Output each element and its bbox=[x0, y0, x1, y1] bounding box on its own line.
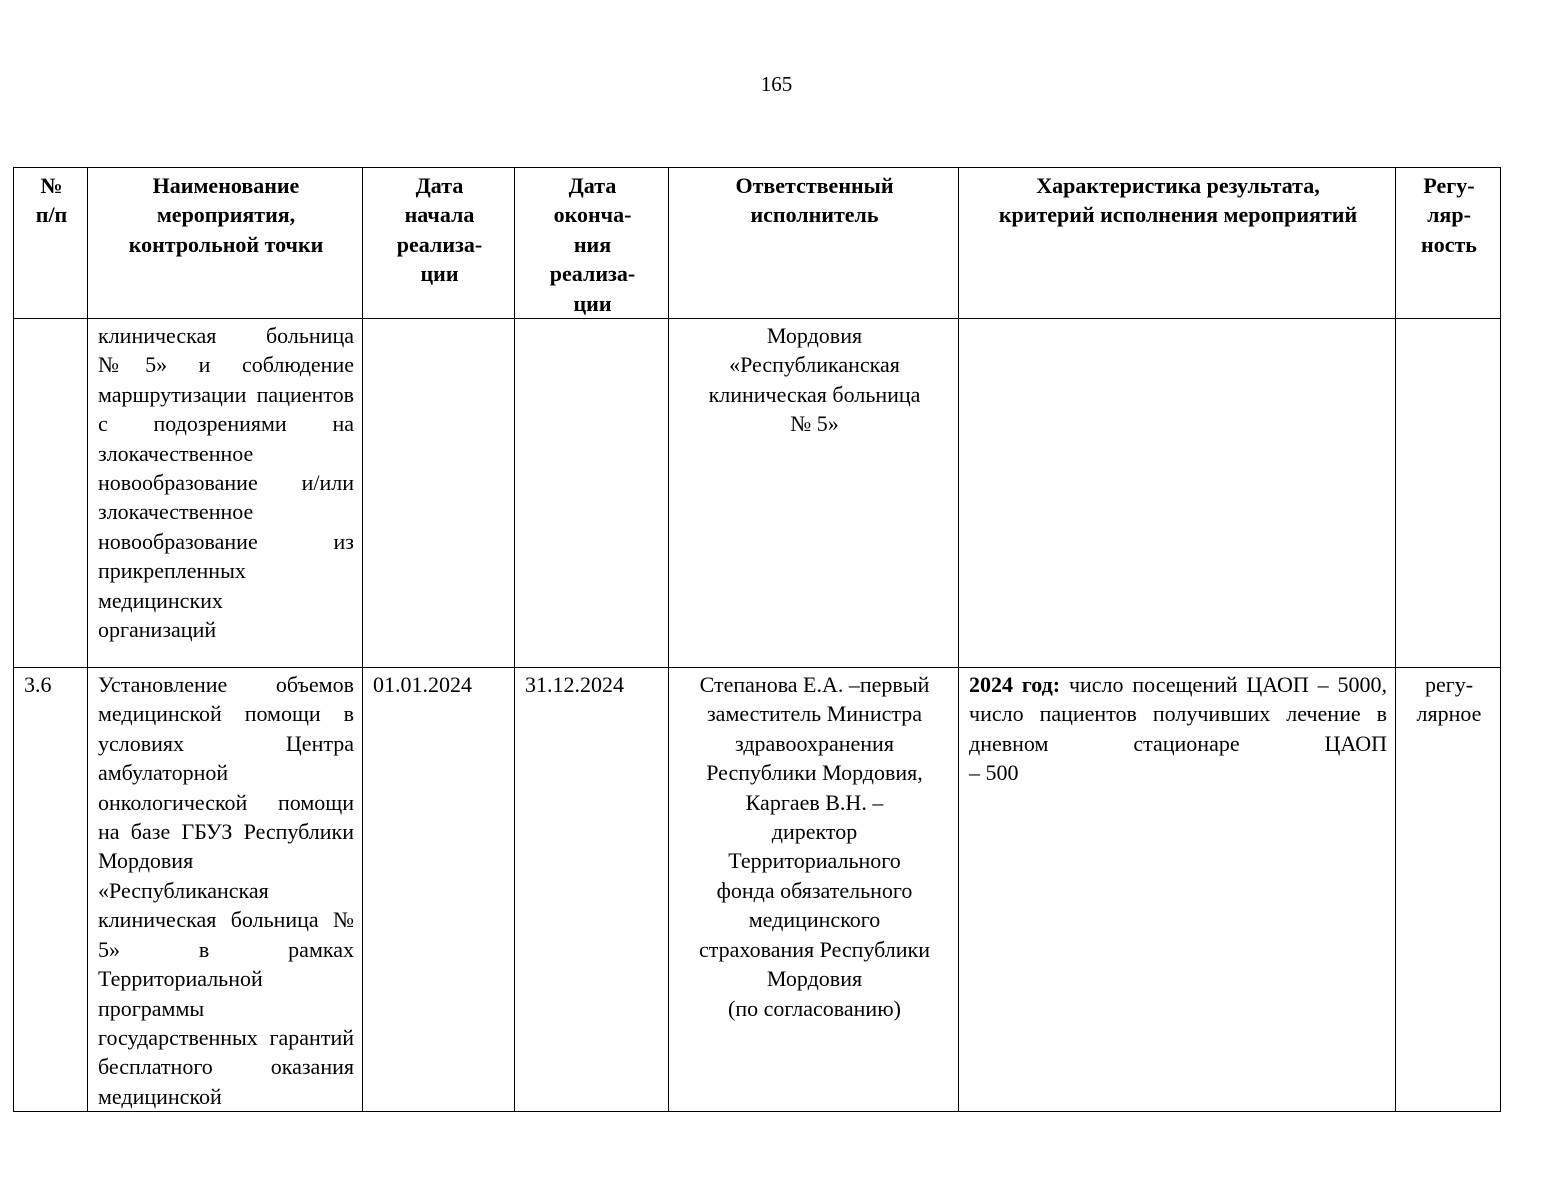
header-responsible: Ответственный исполнитель bbox=[669, 168, 959, 319]
cell-num bbox=[14, 319, 88, 668]
cell-responsible: Мордовия «Республиканская клиническая больница № 5» bbox=[669, 319, 959, 668]
cell-regularity: регу- лярное bbox=[1396, 668, 1501, 1112]
header-name: Наименование мероприятия, контрольной точки bbox=[88, 168, 363, 319]
cell-end-date: 31.12.2024 bbox=[515, 668, 669, 1112]
cell-name: Установление объемов медицинской помощи в условиях Центра амбулаторной онкологической помощи на базе ГБУЗ Республики Мордовия «Республиканская клиническая больница № 5» в рамках Территориальной программы государственных гарантий бесплатного оказания медицинской bbox=[88, 668, 363, 1112]
cell-responsible: Степанова Е.А. –первый заместитель Министра здравоохранения Республики Мордовия, Каргаев В.Н. – директор Территориального фонда обязательного медицинского страхования Республики Мордовия (по согласованию) bbox=[669, 668, 959, 1112]
result-year-label: 2024 год: bbox=[969, 672, 1061, 698]
cell-regularity bbox=[1396, 319, 1501, 668]
header-num: № п/п bbox=[14, 168, 88, 319]
page-number: 165 bbox=[760, 72, 793, 96]
cell-start-date bbox=[363, 319, 515, 668]
header-result: Характеристика результата, критерий исполнения мероприятий bbox=[959, 168, 1396, 319]
table-row bbox=[14, 668, 1501, 1112]
header-end-date: Дата оконча- ния реализа- ции bbox=[515, 168, 669, 319]
table-row bbox=[14, 319, 1501, 668]
cell-start-date: 01.01.2024 bbox=[363, 668, 515, 1112]
cell-end-date bbox=[515, 319, 669, 668]
cell-result: 2024 год: число посещений ЦАОП – 5000, число пациентов получивших лечение в дневном стационаре ЦАОП – 500 bbox=[959, 668, 1396, 1112]
table-header-row bbox=[14, 168, 1501, 319]
cell-result bbox=[959, 319, 1396, 668]
header-start-date: Дата начала реализа- ции bbox=[363, 168, 515, 319]
cell-name: клиническая больница №5» и соблюдение маршрутизации пациентов с подозрениями на злокачественное новообразование и/или злокачественное новообразование из прикрепленных медицинских организаций bbox=[88, 319, 363, 668]
plan-table bbox=[13, 167, 1501, 1112]
header-regularity: Регу- ляр- ность bbox=[1396, 168, 1501, 319]
cell-num: 3.6 bbox=[14, 668, 88, 1112]
